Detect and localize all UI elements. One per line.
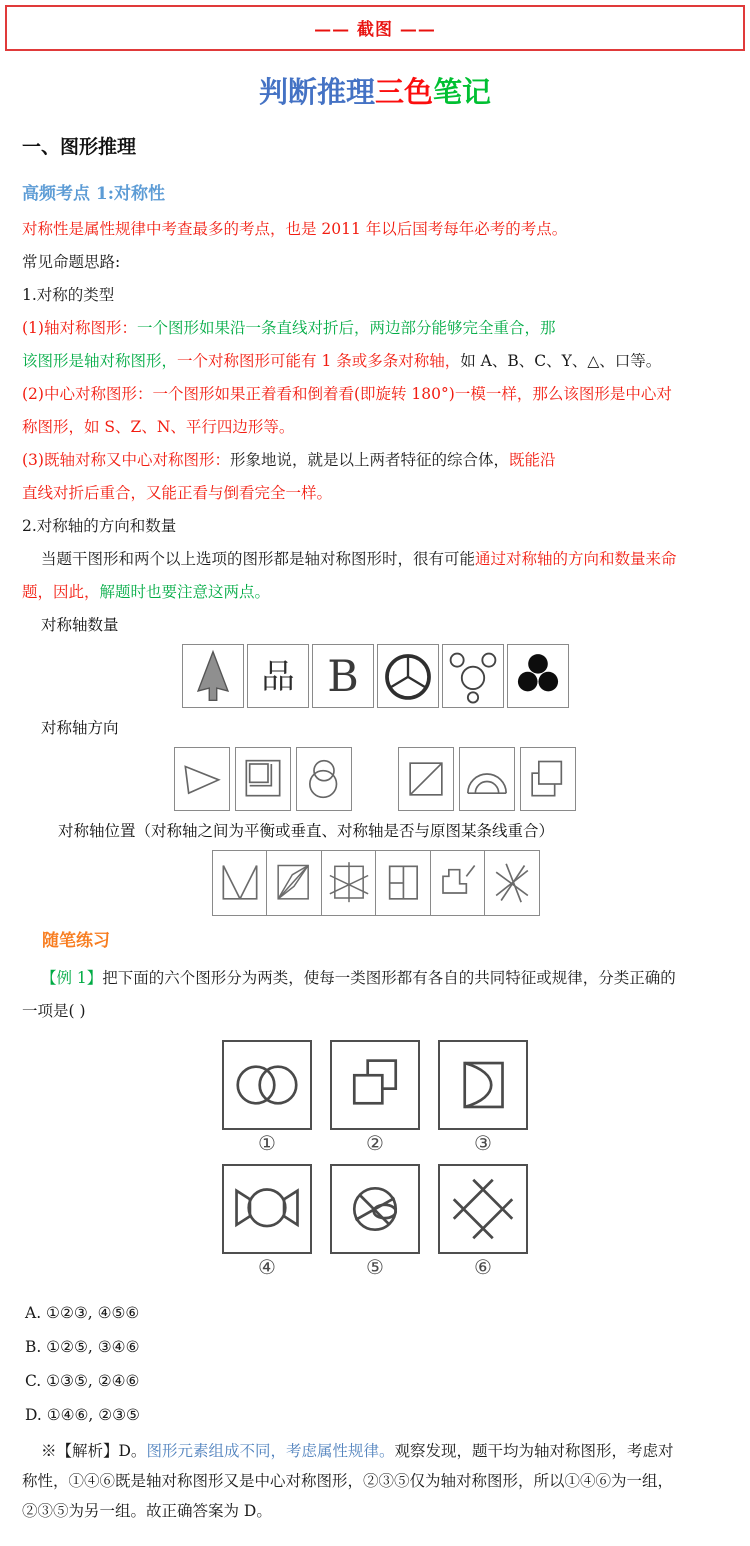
caption-axis-count: 对称轴数量 xyxy=(41,615,119,634)
title-part-red: 三色 xyxy=(374,75,433,109)
text-segment: 当题干图形和两个以上选项的图形都是轴对称图形时，很有可能 xyxy=(41,549,476,568)
text-segment: 常见命题思路: xyxy=(22,252,121,271)
square-with-curve-figure xyxy=(438,1040,528,1130)
text-line xyxy=(22,411,740,444)
option-line: D. ①④⑥, ②③⑤ xyxy=(25,1405,140,1424)
open-square-with-v-icon xyxy=(212,850,268,916)
puzzle-figure-3 xyxy=(440,1040,526,1156)
text-segment: (3)既轴对称又中心对称图形： xyxy=(22,450,230,469)
b-glyph: B xyxy=(326,651,359,702)
figure-label-1: ① xyxy=(258,1130,276,1155)
text-segment: (2)中心对称图形：一个图形如果正着看和倒着看(即旋转 180°)一模一样，那么该图形是中心对 xyxy=(22,384,672,403)
text-line xyxy=(22,1466,740,1496)
clover-icon xyxy=(507,644,569,708)
text-segment: 1.对称的类型 xyxy=(22,285,115,304)
practice-heading: 随笔练习 xyxy=(42,930,110,951)
puzzle-figure-1 xyxy=(224,1040,310,1156)
overlapping-squares-figure xyxy=(330,1040,420,1130)
title-part-green: 笔记 xyxy=(433,75,492,109)
example-question xyxy=(0,962,750,1028)
option-line: A. ①②③, ④⑤⑥ xyxy=(25,1303,140,1322)
molecule-icon xyxy=(442,644,504,708)
l-polygon-icon xyxy=(430,850,486,916)
puzzle-figure-2 xyxy=(332,1040,418,1156)
puzzle-figure-5 xyxy=(332,1164,418,1280)
text-segment: 直线对折后重合，又能正看与倒看完全一样。 xyxy=(22,483,333,502)
overlapping-circles-icon xyxy=(296,747,352,811)
figure-label-6: ⑥ xyxy=(474,1254,492,1279)
body-text xyxy=(0,213,750,609)
text-line xyxy=(22,213,740,246)
figure-row-axis-position xyxy=(0,850,750,916)
square-diagonal-icon xyxy=(398,747,454,811)
figure-label-4: ④ xyxy=(258,1254,276,1279)
circle-with-ellipse-figure xyxy=(330,1164,420,1254)
text-segment: ※【解析】D。 xyxy=(41,1441,147,1460)
caption-axis-direction: 对称轴方向 xyxy=(41,718,119,737)
text-segment: 一个图形如果沿一条直线对折后，两边部分能够完全重合，那 xyxy=(136,318,556,337)
text-segment: 观察发现，题干均为轴对称图形，考虑对 xyxy=(394,1441,674,1460)
page-title xyxy=(0,75,750,110)
text-segment: 对称性是属性规律中考查最多的考点，也是 2011 年以后国考每年必考的考点。 xyxy=(22,219,568,238)
text-segment: 把下面的六个图形分为两类，使每一类图形都有各自的共同特征或规律，分类正确的 xyxy=(102,968,676,987)
answer-options xyxy=(0,1296,750,1432)
text-line xyxy=(22,312,740,345)
text-segment: 解题时也要注意这两点。 xyxy=(99,582,271,601)
banner-text: —— 截图 —— xyxy=(314,20,436,40)
square-with-kite-icon xyxy=(266,850,322,916)
text-line xyxy=(22,962,740,995)
crossed-lines-star-icon xyxy=(484,850,540,916)
text-line xyxy=(22,477,740,510)
text-segment: 一个对称图形可能有 1 条或多条对称轴， xyxy=(177,351,461,370)
screenshot-banner xyxy=(5,5,745,51)
option-line: C. ①③⑤, ②④⑥ xyxy=(25,1371,140,1390)
text-segment: (1)轴对称图形： xyxy=(22,318,137,337)
example-figure-grid xyxy=(0,1040,750,1280)
text-segment: 该图形是轴对称图形， xyxy=(22,351,178,370)
section-heading: 一、图形推理 xyxy=(22,135,137,158)
text-segment: 形象地说，就是以上两者特征的综合体， xyxy=(229,450,509,469)
text-line xyxy=(22,510,740,543)
direction-group-2 xyxy=(398,747,576,811)
text-line xyxy=(22,279,740,312)
text-line xyxy=(22,995,740,1028)
puzzle-figure-4 xyxy=(224,1164,310,1280)
text-line xyxy=(22,1436,740,1466)
crossed-lines-diamond-figure xyxy=(438,1164,528,1254)
text-line xyxy=(22,1496,740,1526)
text-segment: 称性，①④⑥既是轴对称图形又是中心对称图形，②③⑤仅为轴对称图形，所以①④⑥为一组， xyxy=(22,1471,674,1490)
caption-axis-position: 对称轴位置（对称轴之间为平衡或垂直、对称轴是否与原图某条线重合） xyxy=(58,821,555,840)
window-pane-icon xyxy=(375,850,431,916)
topic-heading: 高频考点 1:对称性 xyxy=(22,183,166,204)
figure-row-axis-direction xyxy=(0,747,750,811)
text-segment: 一项是( ) xyxy=(22,1001,86,1020)
text-line xyxy=(22,378,740,411)
text-segment: 【例 1】 xyxy=(41,968,103,987)
text-line xyxy=(22,246,740,279)
figure-label-2: ② xyxy=(366,1130,384,1155)
text-line xyxy=(22,345,740,378)
text-segment: 既能沿 xyxy=(508,450,556,469)
arch-tunnel-icon xyxy=(459,747,515,811)
square-with-x-and-axis-icon xyxy=(321,850,377,916)
text-segment: 图形元素组成不同，考虑属性规律。 xyxy=(146,1441,395,1460)
option-line: B. ①②⑤, ③④⑥ xyxy=(25,1337,140,1356)
tree-icon xyxy=(182,644,244,708)
text-line xyxy=(22,576,740,609)
puzzle-figure-6 xyxy=(440,1164,526,1280)
text-segment: ②③⑤为另一组。故正确答案为 D。 xyxy=(22,1501,272,1520)
right-triangle-icon xyxy=(174,747,230,811)
figure-label-3: ③ xyxy=(474,1130,492,1155)
figure-label-5: ⑤ xyxy=(366,1254,384,1279)
figure-row-axis-count xyxy=(0,644,750,708)
letter-b-icon xyxy=(312,644,374,708)
text-segment: 称图形，如 S、Z、N、平行四边形等。 xyxy=(22,417,295,436)
mercedes-logo-icon xyxy=(377,644,439,708)
two-overlapping-squares-icon xyxy=(520,747,576,811)
direction-group-1 xyxy=(174,747,352,811)
candy-shape-figure xyxy=(222,1164,312,1254)
analysis-text xyxy=(0,1436,750,1546)
text-segment: 如 A、B、C、Y、△、口等。 xyxy=(460,351,662,370)
nested-squares-icon xyxy=(235,747,291,811)
text-segment: 题，因此， xyxy=(22,582,100,601)
text-segment: 2.对称轴的方向和数量 xyxy=(22,516,177,535)
text-line xyxy=(22,444,740,477)
text-line xyxy=(22,543,740,576)
pin-glyph: 品 xyxy=(260,656,295,696)
text-segment: 通过对称轴的方向和数量来命 xyxy=(475,549,677,568)
overlapping-circles-figure xyxy=(222,1040,312,1130)
pin-character-icon xyxy=(247,644,309,708)
title-part-blue: 判断推理 xyxy=(258,75,375,109)
